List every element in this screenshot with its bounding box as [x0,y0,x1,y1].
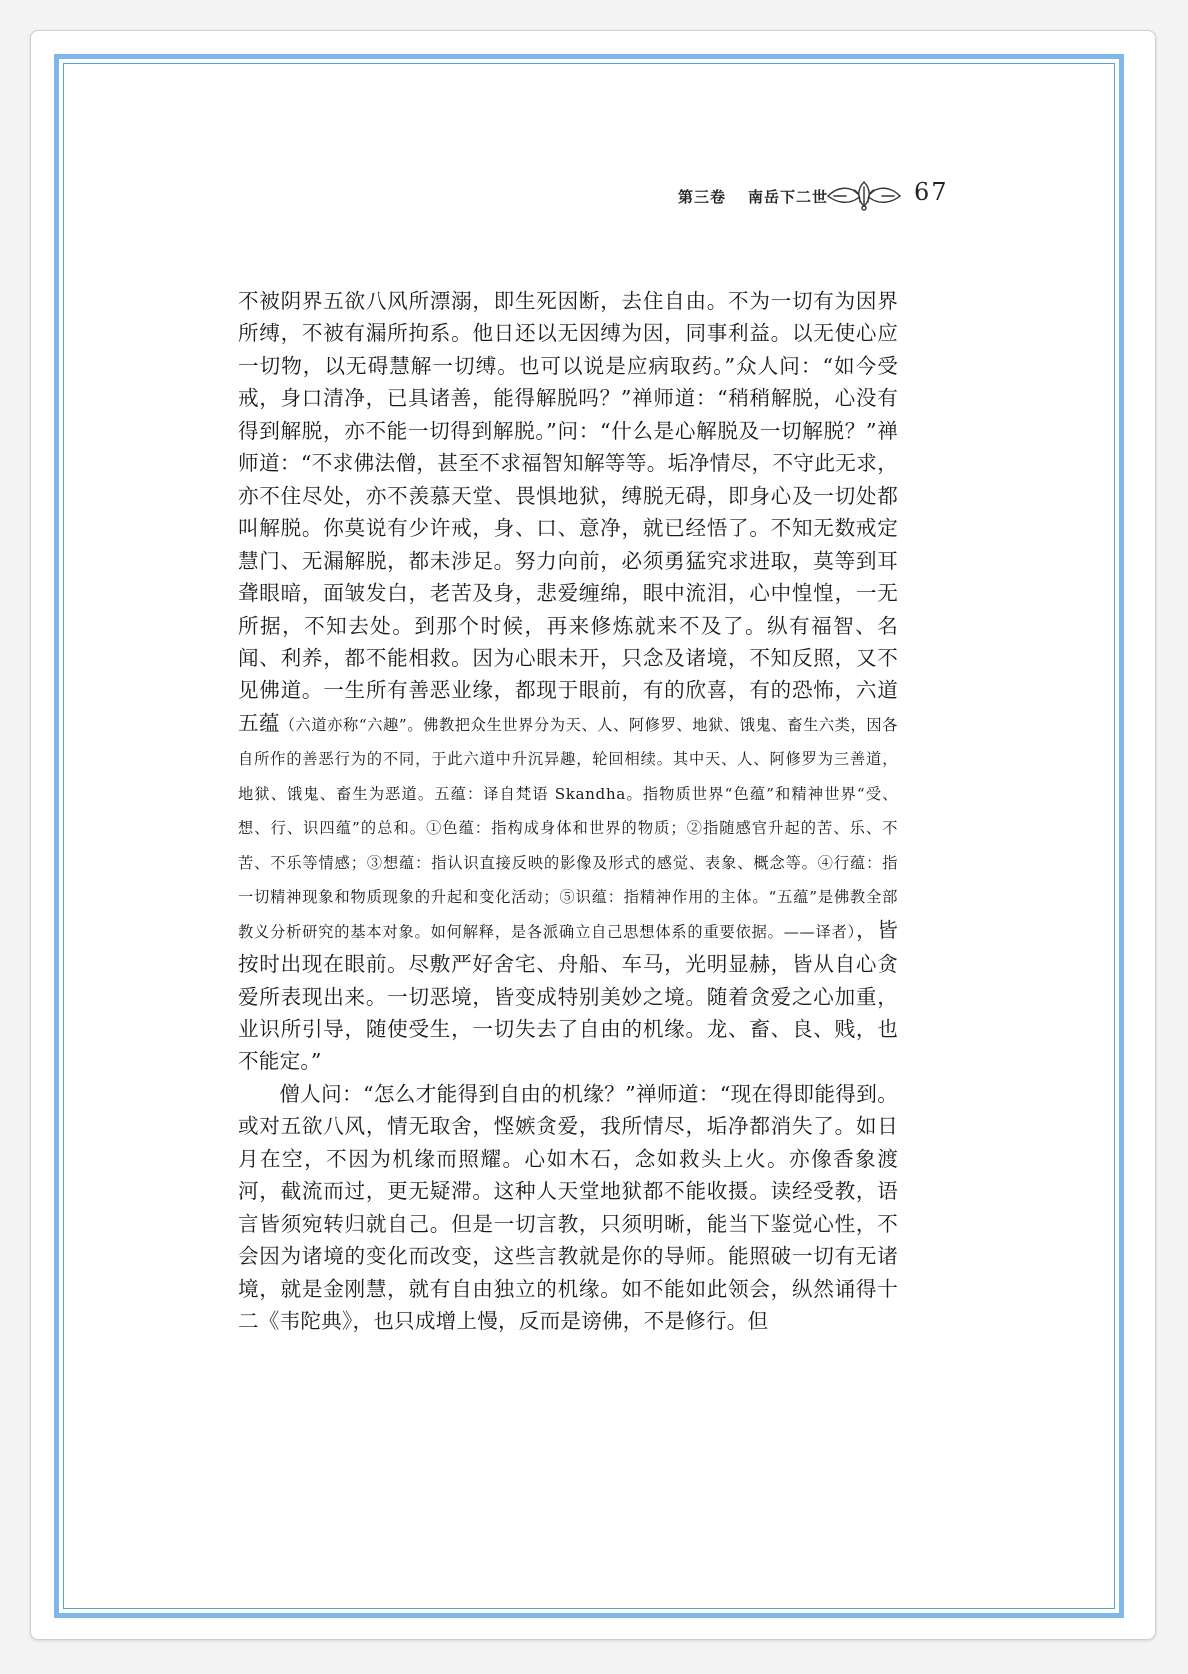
lotus-ornament-icon [824,178,904,212]
paragraph-1-tail: ，皆按时出现在眼前。尽敷严好舍宅、舟船、车马，光明显赫，皆从自心贪爱所表现出来。一切恶境，皆变成特别美妙之境。随着贪爱之心加重，业识所引导，随使受生，一切失去了自由的机缘。龙、畜、良、贱，也不能定。” [238,917,898,1074]
translator-note: （六道亦称“六趣”。佛教把众生世界分为天、人、阿修罗、地狱、饿鬼、畜生六类，因各自所作的善恶行为的不同，于此六道中升沉异趣，轮回相续。其中天、人、阿修罗为三善道，地狱、饿鬼、畜生为恶道。五蕴：译自梵语 Skandha。指物质世界“色蕴”和精神世界“受、想、行、识四蕴”的总和。①色蕴：指构成身体和世界的物质；②指随感官升起的苦、乐、不苦、不乐等情感；③想蕴：指认识直接反映的影像及形式的感觉、表象、概念等。④行蕴：指一切精神现象和物质现象的升起和变化活动；⑤识蕴：指精神作用的主体。“五蕴”是佛教全部教义分析研究的基本对象。如何解释，是各派确立自己思想体系的重要依据。——译者） [238,715,899,941]
volume-label: 第三卷 [678,188,727,206]
paragraph-2: 僧人问：“怎么才能得到自由的机缘？”禅师道：“现在得即能得到。或对五欲八风，情无取舍，悭嫉贪爱，我所情尽，垢净都消失了。如日月在空，不因为机缘而照耀。心如木石，念如救头上火。亦像香象渡河，截流而过，更无疑滞。这种人天堂地狱都不能收摄。读经受教，语言皆须宛转归就自己。但是一切言教，只须明晰，能当下鉴觉心性，不会因为诸境的变化而改变，这些言教就是你的导师。能照破一切有无诸境，就是金刚慧，就有自由独立的机缘。如不能如此领会，纵然诵得十二《韦陀典》，也只成增上慢，反而是谤佛，不是修行。但 [238,1081,898,1334]
book-page [64,64,1114,1608]
chapter-label: 南岳下二世 [748,188,829,206]
paragraph-1-main: 不被阴界五欲八风所漂溺，即生死因断，去住自由。不为一切有为因界所缚，不被有漏所拘系。他日还以无因缚为因，同事利益。以无使心应一切物，以无碍慧解一切缚。也可以说是应病取药。”众人问：“如今受戒，身口清净，已具诸善，能得解脱吗？”禅师道：“稍稍解脱，心没有得到解脱，亦不能一切得到解脱。”问：“什么是心解脱及一切解脱？”禅师道：“不求佛法僧，甚至不求福智知解等等。垢净情尽，不守此无求，亦不住尽处，亦不羡慕天堂、畏惧地狱，缚脱无碍，即身心及一切处都叫解脱。你莫说有少许戒，身、口、意净，就已经悟了。不知无数戒定慧门、无漏解脱，都未涉足。努力向前，必须勇猛究求进取，莫等到耳聋眼暗，面皱发白，老苦及身，悲爱缠绵，眼中流泪，心中惶惶，一无所据，不知去处。到那个时候，再来修炼就来不及了。纵有福智、名闻、利养，都不能相救。因为心眼未开，只念及诸境，不知反照，又不见佛道。一生所有善恶业缘，都现于眼前，有的欣喜，有的恐怖，六道五蕴 [238,289,898,735]
page-number: 67 [914,178,949,206]
paragraph-1 [238,285,898,1078]
running-head [64,176,1114,216]
body-text [238,285,898,1338]
